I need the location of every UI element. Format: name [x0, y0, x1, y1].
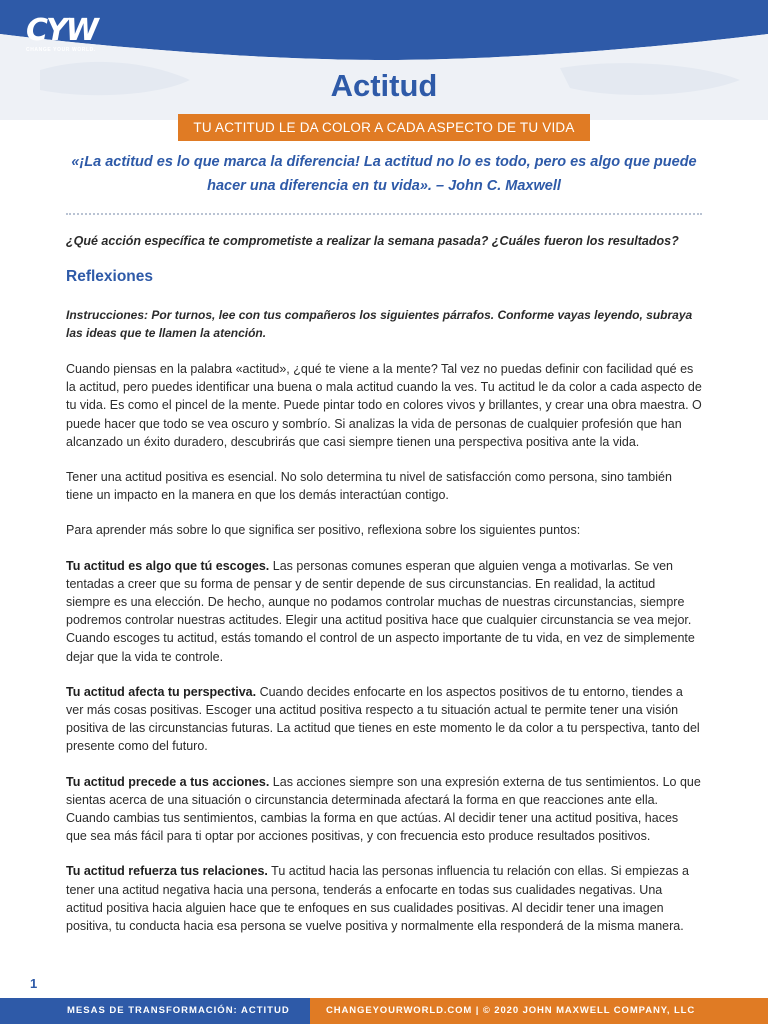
paragraph-text: Tener una actitud positiva es esencial. No solo determina tu nivel de satisfacción como persona, sino también tiene un impacto en la manera en que los demás interactúan contigo. — [66, 470, 672, 503]
paragraph — [66, 862, 702, 935]
footer-bar — [0, 998, 768, 1024]
logo-mark: CYW — [26, 13, 97, 48]
cyw-logo — [26, 13, 97, 53]
logo-tagline: CHANGE YOUR WORLD. — [26, 47, 96, 53]
section-title-reflexiones: Reflexiones — [66, 268, 154, 285]
paragraph — [66, 557, 702, 666]
paragraph-lead: Tu actitud es algo que tú escoges. — [66, 558, 270, 573]
page-title: Actitud — [330, 68, 438, 103]
paragraph-text: Tu actitud hacia las personas influencia tu relación con ellas. Si empiezas a tener una actitud negativa hacia una persona, tenderás a enfocarte en todas sus cualidades negativas. Una actitud positiva hacia alguien hace que te enfoques en sus cualidades positivas. Al decidir tener una imagen positiva, tu conducta hacia esa persona se vuelve positiva y normalmente ella responderá de la misma manera. — [66, 864, 689, 934]
footer-left — [0, 998, 310, 1024]
reflection-paragraphs — [66, 360, 702, 952]
paragraph — [66, 468, 702, 504]
paragraph — [66, 773, 702, 846]
footer-right — [310, 998, 768, 1024]
paragraph — [66, 521, 702, 539]
paragraph-text: Para aprender más sobre lo que significa ser positivo, reflexiona sobre los siguientes puntos: — [66, 523, 581, 538]
weekly-question: ¿Qué acción específica te comprometiste a realizar la semana pasada? ¿Cuáles fueron los resultados? — [66, 234, 679, 248]
footer-left-text: MESAS DE TRANSFORMACIÓN: ACTITUD — [67, 1005, 290, 1016]
paragraph-lead: Tu actitud precede a tus acciones. — [66, 774, 270, 789]
paragraph-lead: Tu actitud refuerza tus relaciones. — [66, 864, 268, 879]
paragraph-text: Las personas comunes esperan que alguien venga a motivarlas. Se ven tentadas a creer que su forma de pensar y de sentir depende de sus circunstancias. En realidad, la actitud siempre es una elección. De hecho, aunque no podamos controlar muchas de nuestras circunstancias, siempre podremos controlar nuestras actitudes. Elegir una actitud positiva hace que cualquier circunstancia se vea mejor. Cuando escoges tu actitud, estás tomando el control de un aspecto importante de tu vida, en vez de simplemente dejar que la vida te controle. — [66, 558, 695, 664]
paragraph — [66, 683, 702, 756]
subtitle-banner: TU ACTITUD LE DA COLOR A CADA ASPECTO DE TU VIDA — [178, 114, 590, 141]
page-number: 1 — [30, 976, 38, 991]
paragraph-text: Cuando piensas en la palabra «actitud», ¿qué te viene a la mente? Tal vez no puedas definir con facilidad qué es la actitud, pero puedes identificar una buena o mala actitud cuando la ves. Tu actitud le da color a cada aspecto de tu vida. Es como el pincel de la mente. Puede pintar todo en colores vivos y brillantes, y crear una obra maestra. O puede hacer que todo se vea oscuro y sombrío. Si analizas la vida de personas de cualquier profesión que han alcanzado un éxito duradero, descubrirás que casi siempre tienen una perspectiva positiva ante la vida. — [66, 362, 702, 449]
paragraph — [66, 360, 702, 451]
paragraph-text: Las acciones siempre son una expresión externa de tus sentimientos. Lo que sientas acerca de una situación o circunstancia determinada afectará la forma en que reacciones ante ella. Cuando cambias tus sentimientos, cambias la forma en que actúas. Al decidir tener una actitud positiva, haces que sea más fácil para ti optar por acciones positivas, y con frecuencia esto produce resultados positivos. — [66, 774, 701, 844]
paragraph-text: Cuando decides enfocarte en los aspectos positivos de tu entorno, tiendes a ver más cosas positivas. Escoger una actitud positiva respecto a tu situación actual te permite tener una visión positiva de las circunstancias futuras. La actitud que tienes en este momento le da color a tu perspectiva, tanto del presente como del futuro. — [66, 684, 700, 754]
paragraph-lead: Tu actitud afecta tu perspectiva. — [66, 684, 257, 699]
footer-right-text: CHANGEYOURWORLD.COM | © 2020 JOHN MAXWELL COMPANY, LLC — [326, 1005, 696, 1016]
maxwell-quote: «¡La actitud es lo que marca la diferencia! La actitud no lo es todo, pero es algo que puede hacer una diferencia en tu vida». – John C. Maxwell — [71, 154, 697, 194]
dotted-divider — [66, 213, 702, 215]
instructions: Instrucciones: Por turnos, lee con tus compañeros los siguientes párrafos. Conforme vayas leyendo, subraya las ideas que te llamen la atención. — [66, 308, 693, 340]
